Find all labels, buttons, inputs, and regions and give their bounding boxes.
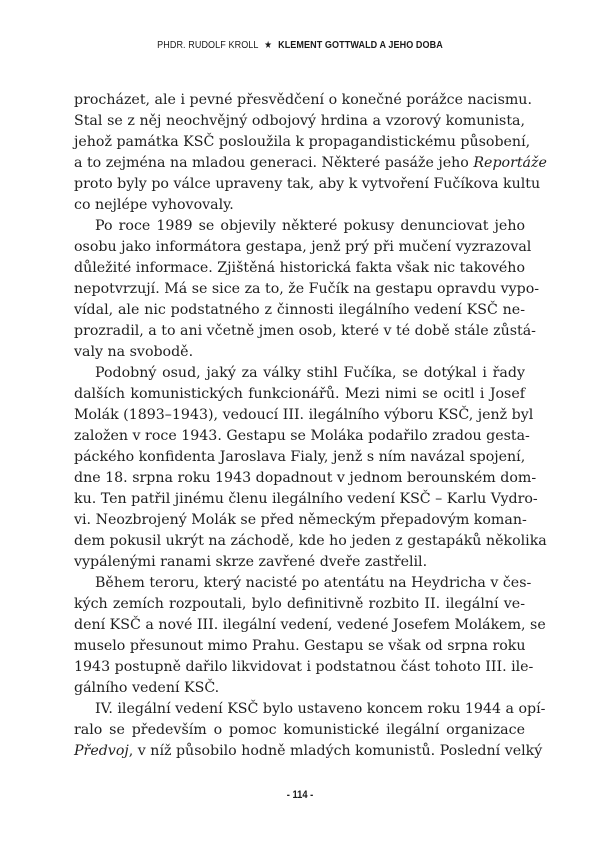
text-line: dem pokusil ukrýt na záchodě, kde ho jeden z gestapáků několika xyxy=(74,533,547,549)
text-line: páckého konfidenta Jaroslava Fialy, jenž s ním navázal spojení, xyxy=(74,449,526,465)
paragraph xyxy=(74,573,546,699)
text-line: IV. ilegální vedení KSČ bylo ustaveno koncem roku 1944 a opí- xyxy=(95,701,546,717)
running-header xyxy=(42,39,558,51)
text-line xyxy=(74,741,543,762)
text-line: proto byly po válce upraveny tak, aby k vytvoření Fučíkova kultu xyxy=(74,176,541,192)
paragraph xyxy=(74,216,540,363)
text-line: prozradil, a to ani včetně jmen osob, které v té době stále zůstá- xyxy=(74,323,536,339)
text-line: ku. Ten patřil jinému členu ilegálního vedení KSČ – Karlu Vydro- xyxy=(74,491,538,507)
text-line: co nejlépe vyhovovaly. xyxy=(74,197,234,213)
text-line: muselo přesunout mimo Prahu. Gestapu se však od srpna roku xyxy=(74,638,526,654)
text-line: procházet, ale i pevné přesvědčení o konečné porážce nacismu. xyxy=(74,92,532,108)
text-line: Stal se z něj neochvějný odbojový hrdina a vzorový komunista, xyxy=(74,113,525,129)
paragraph xyxy=(74,363,547,573)
text-line: vídal, ale nic podstatného z činnosti ilegálního vedení KSČ ne- xyxy=(74,302,525,318)
paragraph xyxy=(74,699,546,762)
text-line: dení KSČ a nové III. ilegální vedení, vedené Josefem Molákem, se xyxy=(74,617,546,633)
text-run: , v níž působilo hodně mladých komunistů. Poslední velký xyxy=(128,743,543,759)
text-line xyxy=(74,153,547,174)
text-line: ralo se především o pomoc komunistické ilegální organizace xyxy=(74,722,525,738)
text-line: nepotvrzují. Má se sice za to, že Fučík na gestapu opravdu vypo- xyxy=(74,281,540,297)
text-line: Po roce 1989 se objevily některé pokusy denunciovat jeho xyxy=(95,218,525,234)
text-line: osobu jako informátora gestapa, jenž prý při mučení vyzrazoval xyxy=(74,239,532,255)
text-line: 1943 postupně dařilo likvidovat i podstatnou část tohoto III. ile- xyxy=(74,659,534,675)
italic-book-title-reportaze: Reportáže xyxy=(473,155,547,171)
text-run: a to zejména na mladou generaci. Některé pasáže jeho xyxy=(74,155,474,171)
text-line: dalších komunistických funkcionářů. Mezi nimi se ocitl i Josef xyxy=(74,386,525,402)
header-author: PHDR. RUDOLF KROLL xyxy=(157,39,259,51)
text-line: Podobný osud, jaký za války stihl Fučíka, se dotýkal i řady xyxy=(95,365,525,381)
star-icon: ★ xyxy=(264,40,273,51)
body-text xyxy=(74,90,547,762)
page-number: - 114 - xyxy=(286,789,314,801)
header-book-title: KLEMENT GOTTWALD A JEHO DOBA xyxy=(278,39,443,51)
text-line: kých zemích rozpoutali, bylo definitivně rozbito II. ilegální ve- xyxy=(74,596,525,612)
text-line: gálního vedení KSČ. xyxy=(74,680,220,696)
text-line: valy na svobodě. xyxy=(74,344,194,360)
text-line: vypálenými ranami skrze zavřené dveře zastřelil. xyxy=(74,554,428,570)
text-line: Molák (1893–1943), vedoucí III. ilegálního výboru KSČ, jenž byl xyxy=(74,407,534,423)
text-line: dne 18. srpna roku 1943 dopadnout v jednom berounském dom- xyxy=(74,470,537,486)
text-line: Během teroru, který nacisté po atentátu na Heydricha v čes- xyxy=(95,575,532,591)
text-line: založen v roce 1943. Gestapu se Moláka podařilo zradou gesta- xyxy=(74,428,530,444)
paragraph xyxy=(74,90,547,216)
text-line: jehož památka KSČ posloužila k propagandistickému působení, xyxy=(74,134,531,150)
italic-organization-predvoj: Předvoj xyxy=(74,743,129,759)
text-line: vi. Neozbrojený Molák se před německým přepadovým koman- xyxy=(74,512,527,528)
text-line: důležité informace. Zjištěná historická fakta však nic takového xyxy=(74,260,525,276)
